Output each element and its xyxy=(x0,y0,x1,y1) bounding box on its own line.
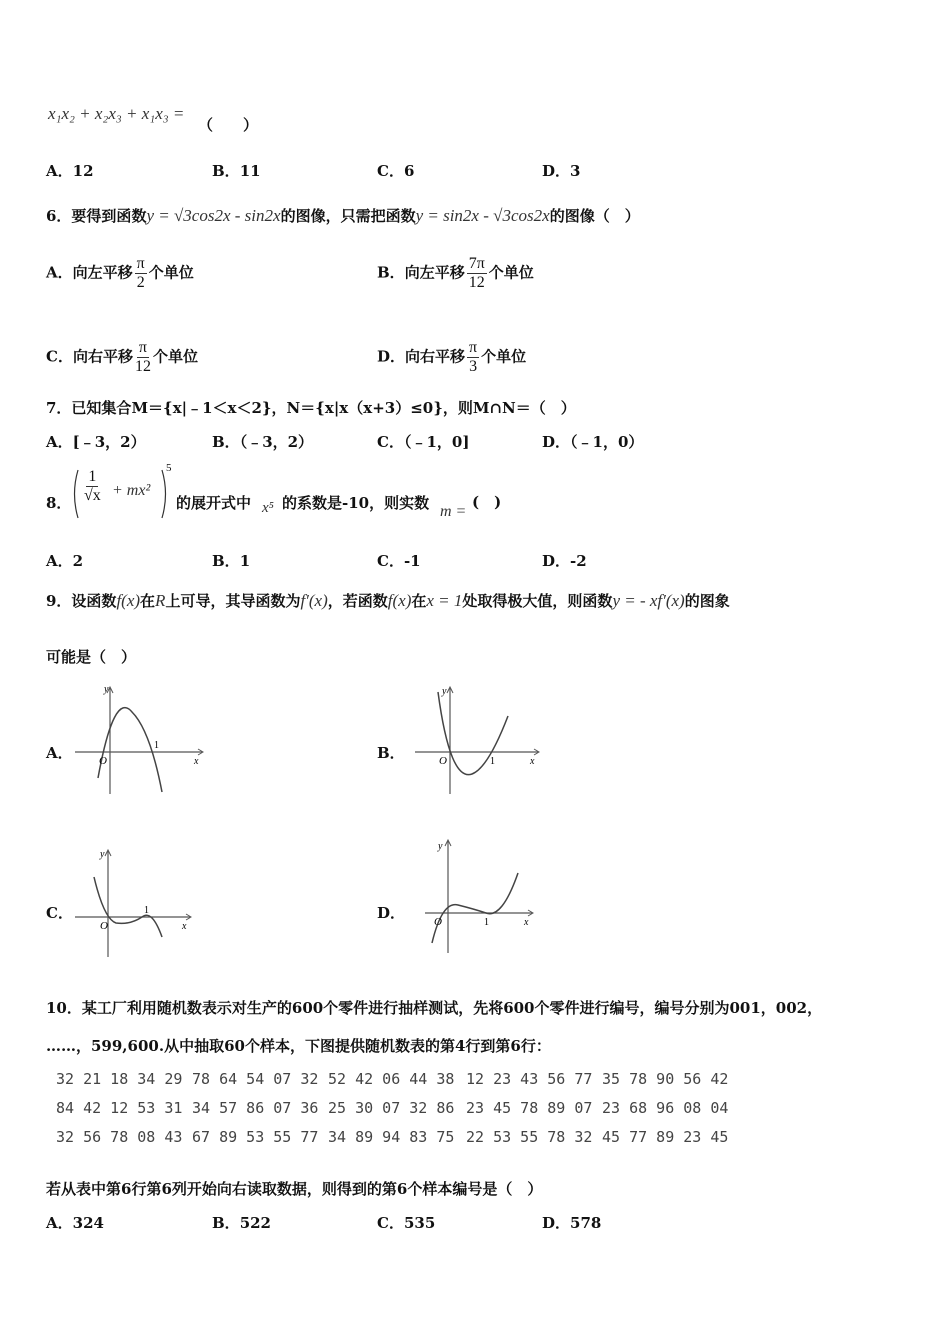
svg-text:y: y xyxy=(100,849,105,860)
svg-text:1: 1 xyxy=(490,756,495,767)
q6-func2: y = sin2x - √3cos2x xyxy=(415,206,550,225)
svg-text:y: y xyxy=(104,684,109,695)
q6-func1: y = √3cos2x - sin2x xyxy=(146,206,281,225)
svg-text:y: y xyxy=(438,841,443,852)
fraction: $\frac{\pi}{3}$ xyxy=(469,339,478,375)
q9-option-c[interactable]: C． xyxy=(46,904,73,922)
q8-option-a[interactable]: A．2 xyxy=(46,552,84,570)
q8-text-2: 的系数是-10，则实数 xyxy=(282,494,430,512)
q7-option-b[interactable]: B．（﹣3，2） xyxy=(212,433,314,451)
q7-option-a[interactable]: A．[﹣3，2） xyxy=(46,433,146,451)
q7-stem: 7．已知集合M＝{x|﹣1＜x＜2}，N＝{x|x（x+3）≤0}，则M∩N＝（ ） xyxy=(46,399,576,417)
q10-option-a[interactable]: A．324 xyxy=(46,1214,104,1232)
fraction: $\frac{\pi}{2}$ xyxy=(136,255,145,291)
q10-option-c[interactable]: C．535 xyxy=(377,1214,436,1232)
q9-option-a[interactable]: A． xyxy=(46,744,73,762)
q6-option-a[interactable]: A．向左平移 $\frac{\pi}{2}$ 个单位 xyxy=(46,255,194,291)
q6-option-b[interactable]: B．向左平移 $\frac{7\pi}{12}$ 个单位 xyxy=(377,255,534,291)
q9-stem-line2: 可能是（ ） xyxy=(46,648,137,666)
q8-option-b[interactable]: B．1 xyxy=(212,552,251,570)
q5-expression: x₁x₂ + x₂x₃ + x₁x₃ = xyxy=(48,104,185,123)
q6-option-c[interactable]: C．向右平移 $\frac{\pi}{12}$ 个单位 xyxy=(46,339,198,375)
q5-option-c[interactable]: C．6 xyxy=(377,162,415,180)
svg-text:O: O xyxy=(100,920,108,932)
q9-graph-d[interactable] xyxy=(420,835,540,955)
q8-number: 8． xyxy=(46,494,72,512)
q10-stem-line2: ……，599,600.从中抽取60个样本，下图提供随机数表的第4行到第6行： xyxy=(46,1037,551,1055)
q9-graph-a[interactable] xyxy=(70,682,210,797)
svg-text:O: O xyxy=(439,755,447,767)
svg-text:O: O xyxy=(99,755,107,767)
q8-option-d[interactable]: D．-2 xyxy=(542,552,587,570)
q9-graph-c[interactable] xyxy=(70,845,195,960)
fraction: $\frac{7\pi}{12}$ xyxy=(468,255,485,291)
q9-option-d[interactable]: D． xyxy=(377,904,406,922)
svg-text:y: y xyxy=(442,686,447,697)
q10-stem-line3: 若从表中第6行第6列开始向右读取数据，则得到的第6个样本编号是（ ） xyxy=(46,1180,543,1198)
q10-option-d[interactable]: D．578 xyxy=(542,1214,602,1232)
q10-option-b[interactable]: B．522 xyxy=(212,1214,271,1232)
q8-m: m = xyxy=(440,503,467,520)
svg-text:x: x xyxy=(524,917,529,928)
q8-paren: ( ) xyxy=(472,493,502,511)
q5-option-b[interactable]: B．11 xyxy=(212,162,261,180)
q9-option-b[interactable]: B． xyxy=(377,744,405,762)
svg-text:1: 1 xyxy=(484,917,489,928)
q6-option-d[interactable]: D．向右平移 $\frac{\pi}{3}$ 个单位 xyxy=(377,339,527,375)
svg-text:1: 1 xyxy=(154,740,159,751)
svg-text:O: O xyxy=(434,916,442,928)
q6-stem: 6．要得到函数y = √3cos2x - sin2x的图像，只需把函数y = sin2x - √3cos2x的图像（ ） xyxy=(46,206,640,225)
q8-option-c[interactable]: C．-1 xyxy=(377,552,421,570)
q8-x5: x⁵ xyxy=(262,500,274,516)
svg-text:x: x xyxy=(530,756,535,767)
svg-text:x: x xyxy=(194,756,199,767)
q7-option-c[interactable]: C．（﹣1，0] xyxy=(377,433,470,451)
q9-stem: 9．设函数f(x)在R上可导，其导函数为f′(x)，若函数f(x)在x = 1处取得极大值，则函数y = - xf′(x)的图象 xyxy=(46,591,730,610)
q9-graph-b[interactable] xyxy=(410,682,545,797)
fraction: $\frac{\pi}{12}$ xyxy=(134,339,151,375)
q5-option-d[interactable]: D．3 xyxy=(542,162,581,180)
q5-answer-paren: （ ） xyxy=(198,116,259,134)
svg-text:x: x xyxy=(182,921,187,932)
q10-stem-line1: 10．某工厂利用随机数表示对生产的600个零件进行抽样测试，先将600个零件进行编号，编号分别为001，002， xyxy=(46,999,823,1017)
q5-option-a[interactable]: A．12 xyxy=(46,162,94,180)
q7-option-d[interactable]: D．（﹣1，0） xyxy=(542,433,644,451)
svg-text:1: 1 xyxy=(144,905,149,916)
q8-text-1: 的展开式中 xyxy=(176,494,252,512)
